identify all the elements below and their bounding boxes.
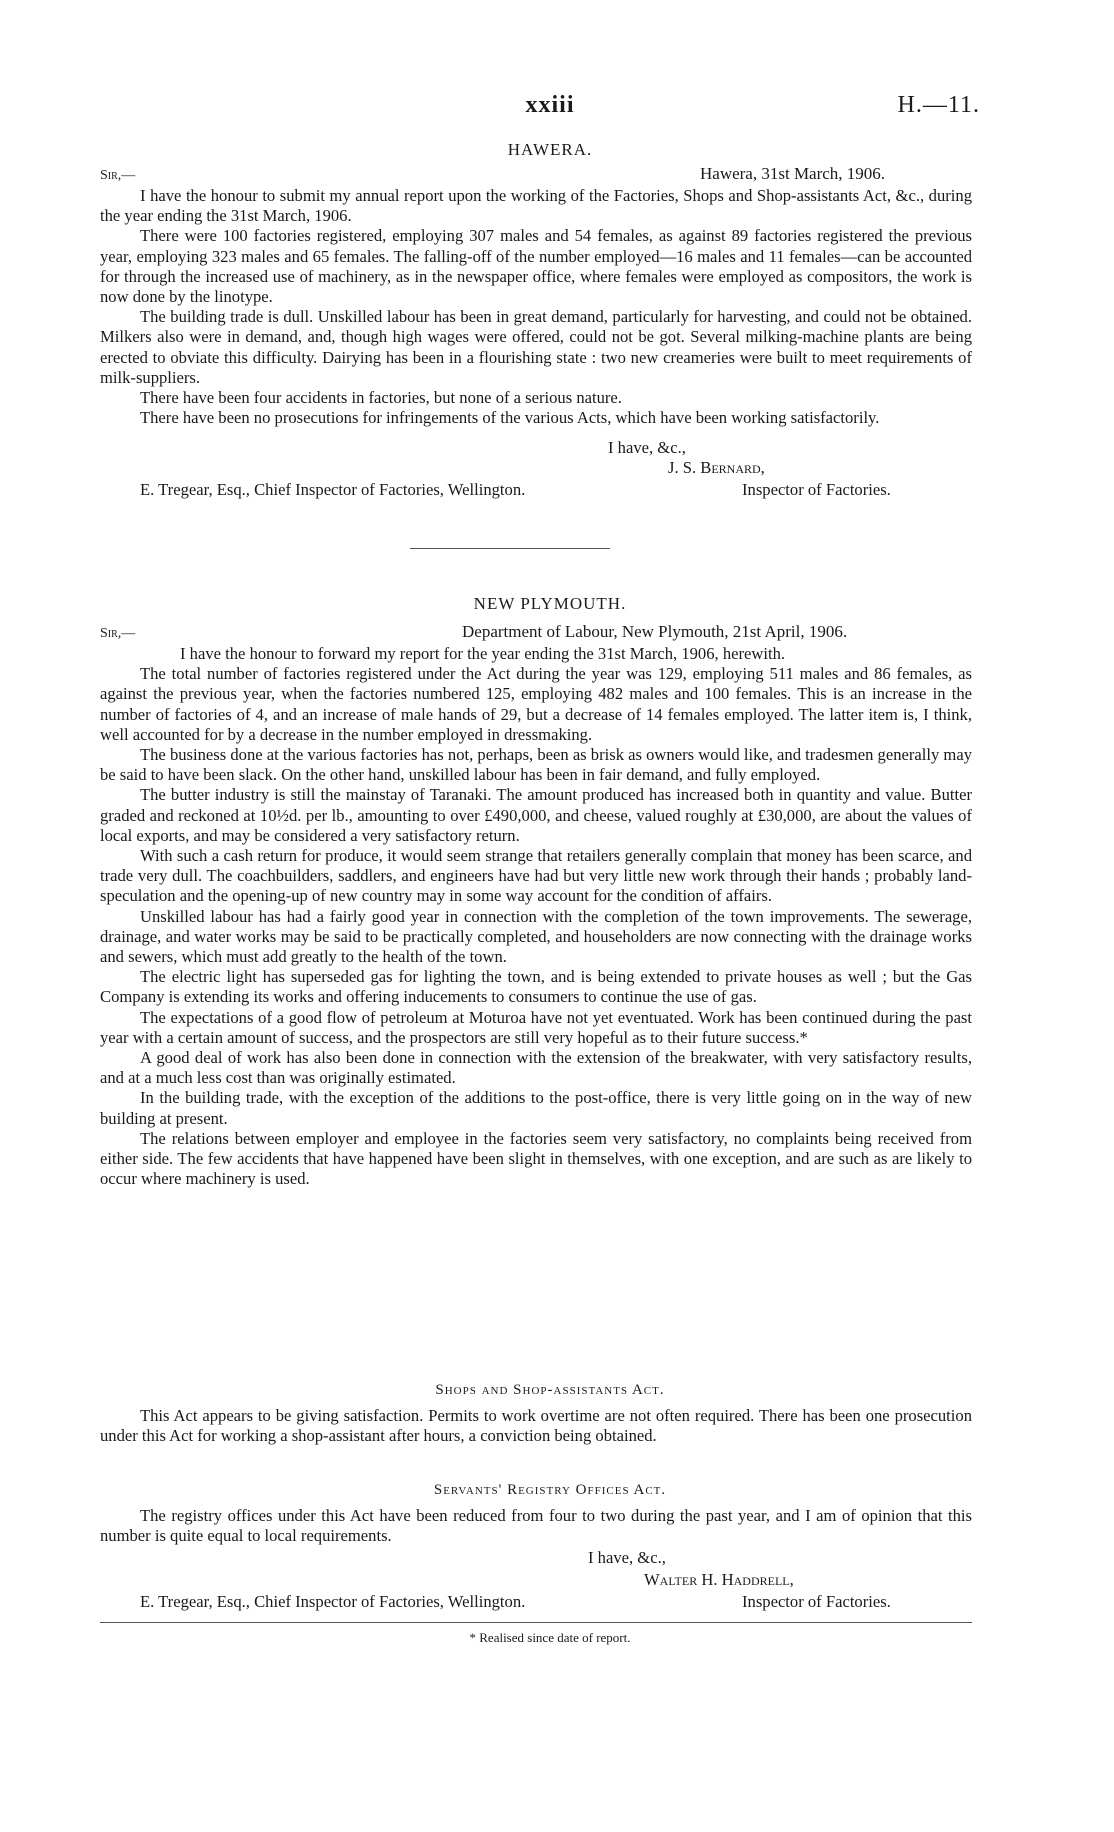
hawera-closing: I have, &c., bbox=[608, 438, 686, 457]
servants-act-heading: Servants' Registry Offices Act. bbox=[433, 1482, 667, 1498]
np-paragraph-8: The expectations of a good flow of petroleum at Moturoa have not yet eventuated. Work has been continued during the past year with a certain amount of success, and the prospectors are still very hopeful as to their future success.* bbox=[100, 1007, 972, 1047]
new-plymouth-title: NEW PLYMOUTH. bbox=[473, 594, 627, 613]
np-paragraph-1: I have the honour to forward my report for the year ending the 31st March, 1906, herewith. bbox=[180, 644, 786, 663]
np-paragraph-3: The business done at the various factories has not, perhaps, been as brisk as owners would like, and tradesmen generally may be said to have been slack. On the other hand, unskilled labour has been in fair demand, and fully employed. bbox=[100, 745, 972, 785]
np-paragraph-4: The butter industry is still the mainstay of Taranaki. The amount produced has increased both in quantity and value. Butter graded and reckoned at 10½d. per lb., amounting to over £490,000, and cheese, valued roughly at £30,000, are about the values of local exports, and may be considered a very satisfactory return. bbox=[100, 785, 972, 845]
hawera-paragraph-2: There were 100 factories registered, employing 307 males and 54 females, as against 89 factories registered the previous year, employing 323 males and 65 females. The falling-off of the number employed—16 males and 11 females—can be accounted for through the increased use of machinery, as in the newspaper office, where females were employed as compositors, the work is now done by the linotype. bbox=[100, 226, 972, 307]
hawera-addressee: E. Tregear, Esq., Chief Inspector of Factories, Wellington. bbox=[140, 480, 526, 499]
hawera-dateline: Hawera, 31st March, 1906. bbox=[700, 164, 886, 183]
np-paragraph-10: In the building trade, with the exception of the additions to the post-office, there is very little going on in the way of new building at present. bbox=[100, 1088, 972, 1128]
hawera-paragraph-4: There have been four accidents in factories, but none of a serious nature. bbox=[140, 388, 622, 408]
np-signatory: Walter H. Haddrell, bbox=[644, 1570, 794, 1589]
document-reference: H.—11. bbox=[897, 92, 980, 118]
shops-act-heading: Shops and Shop-assistants Act. bbox=[435, 1382, 665, 1398]
shops-act-paragraph: This Act appears to be giving satisfaction. Permits to work overtime are not often required. There has been one prosecution under this Act for working a shop-assistant after hours, a conviction being obtained. bbox=[100, 1406, 972, 1446]
servants-act-paragraph: The registry offices under this Act have been reduced from four to two during the past year, and I am of opinion that this number is quite equal to local requirements. bbox=[100, 1506, 972, 1546]
footnote-rule bbox=[100, 1622, 972, 1623]
np-paragraph-5: With such a cash return for produce, it would seem strange that retailers generally complain that money has been scarce, and trade very dull. The coachbuilders, saddlers, and engineers have had but very little new work through their hands ; probably land-speculation and the opening-up of new country may in some way account for the condition of affairs. bbox=[100, 846, 972, 906]
new-plymouth-body bbox=[100, 644, 972, 1189]
hawera-body bbox=[100, 186, 972, 428]
section-divider bbox=[410, 548, 610, 549]
np-paragraph-6: Unskilled labour has had a fairly good year in connection with the completion of the town improvements. The sewerage, drainage, and water works may be said to be practically completed, and householders are now connecting with the drainage works and sewers, which must add greatly to the health of the town. bbox=[100, 906, 972, 967]
servants-act-body bbox=[100, 1506, 972, 1546]
hawera-salutation: Sir,— bbox=[100, 168, 136, 183]
np-paragraph-2: The total number of factories registered under the Act during the year was 129, employing 511 males and 86 females, as against the previous year, when the factories numbered 125, employing 482 males and 100 females. This is an increase in the number of factories of 4, and an increase of male hands of 29, but a decrease of 14 females employed. The latter item is, I think, well accounted for by a decrease in the number employed in dressmaking. bbox=[100, 664, 972, 744]
hawera-paragraph-5: There have been no prosecutions for infringements of the various Acts, which have been working satisfactorily. bbox=[140, 408, 880, 428]
np-paragraph-11: The relations between employer and employee in the factories seem very satisfactory, no complaints being received from either side. The few accidents that have happened have been slight in themselves, with one exception, and are such as are likely to occur where machinery is used. bbox=[100, 1128, 972, 1189]
np-paragraph-7: The electric light has superseded gas for lighting the town, and is being extended to private houses as well ; but the Gas Company is extending its works and offering inducements to consumers to continue the use of gas. bbox=[100, 967, 972, 1007]
np-closing: I have, &c., bbox=[588, 1548, 666, 1567]
hawera-paragraph-3: The building trade is dull. Unskilled labour has been in great demand, particularly for harvesting, and could not be obtained. Milkers also were in demand, and, though high wages were offered, could not be got. Several milking-machine plants are being erected to obviate this difficulty. Dairying has been in a flourishing state : two new creameries were built to meet requirements of milk-suppliers. bbox=[100, 307, 972, 387]
np-signatory-title: Inspector of Factories. bbox=[742, 1592, 891, 1611]
new-plymouth-dateline: Department of Labour, New Plymouth, 21st April, 1906. bbox=[462, 622, 848, 641]
hawera-signatory-title: Inspector of Factories. bbox=[742, 480, 891, 499]
shops-act-body bbox=[100, 1406, 972, 1446]
footnote: * Realised since date of report. bbox=[469, 1630, 631, 1645]
hawera-title: HAWERA. bbox=[507, 140, 593, 159]
hawera-paragraph-1: I have the honour to submit my annual report upon the working of the Factories, Shops and Shop-assistants Act, &c., during the year ending the 31st March, 1906. bbox=[100, 186, 972, 226]
np-addressee: E. Tregear, Esq., Chief Inspector of Factories, Wellington. bbox=[140, 1592, 526, 1611]
page-number: xxiii bbox=[525, 92, 575, 118]
hawera-signatory: J. S. Bernard, bbox=[668, 458, 765, 477]
new-plymouth-salutation: Sir,— bbox=[100, 626, 136, 641]
np-paragraph-9: A good deal of work has also been done in connection with the extension of the breakwater, with very satisfactory results, and at a much less cost than was originally estimated. bbox=[100, 1048, 972, 1088]
